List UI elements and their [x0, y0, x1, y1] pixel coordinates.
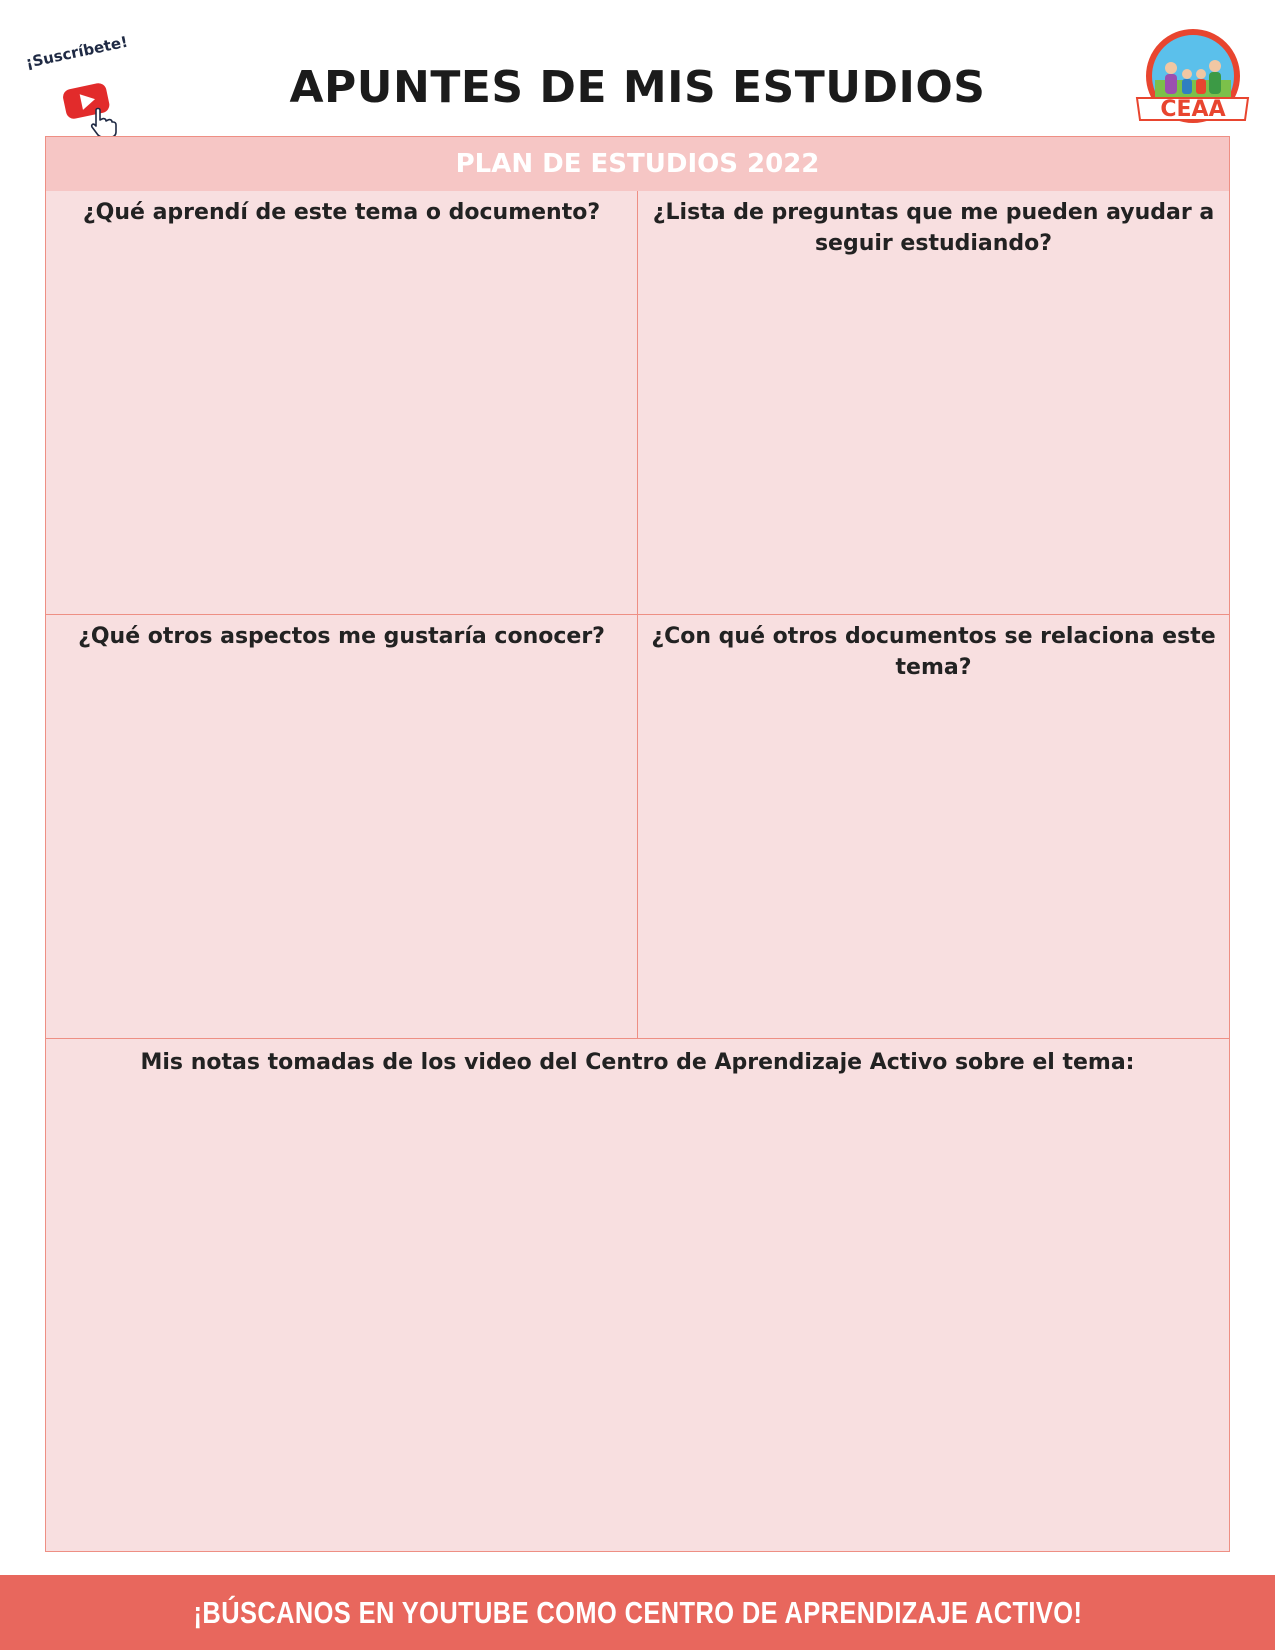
subscribe-label: ¡Suscríbete!: [24, 32, 130, 72]
question-other-aspects: ¿Qué otros aspectos me gustaría conocer?: [78, 624, 605, 649]
footer-text: ¡BÚSCANOS EN YOUTUBE COMO CENTRO DE APRENDIZAJE ACTIVO!: [193, 1594, 1082, 1630]
footer-banner: [0, 1575, 1275, 1650]
logo-letters: CEAA: [1160, 97, 1226, 122]
notes-label: Mis notas tomadas de los video del Centro de Aprendizaje Activo sobre el tema:: [140, 1050, 1135, 1075]
study-sheet: [45, 136, 1230, 1552]
question-related-docs: ¿Con qué otros documentos se relaciona este tema?: [651, 624, 1216, 680]
answer-box-other-aspects[interactable]: [46, 615, 638, 1039]
page-title: APUNTES DE MIS ESTUDIOS: [289, 62, 986, 113]
answer-box-questions[interactable]: [638, 191, 1229, 615]
ceaa-logo: [1135, 28, 1250, 128]
answer-box-learned[interactable]: [46, 191, 638, 615]
notes-box[interactable]: [46, 1039, 1229, 1551]
question-learned: ¿Qué aprendí de este tema o documento?: [82, 200, 601, 225]
question-list: ¿Lista de preguntas que me pueden ayudar a seguir estudiando?: [652, 200, 1215, 256]
plan-header: PLAN DE ESTUDIOS 2022: [46, 137, 1229, 191]
answer-box-related-docs[interactable]: [638, 615, 1229, 1039]
